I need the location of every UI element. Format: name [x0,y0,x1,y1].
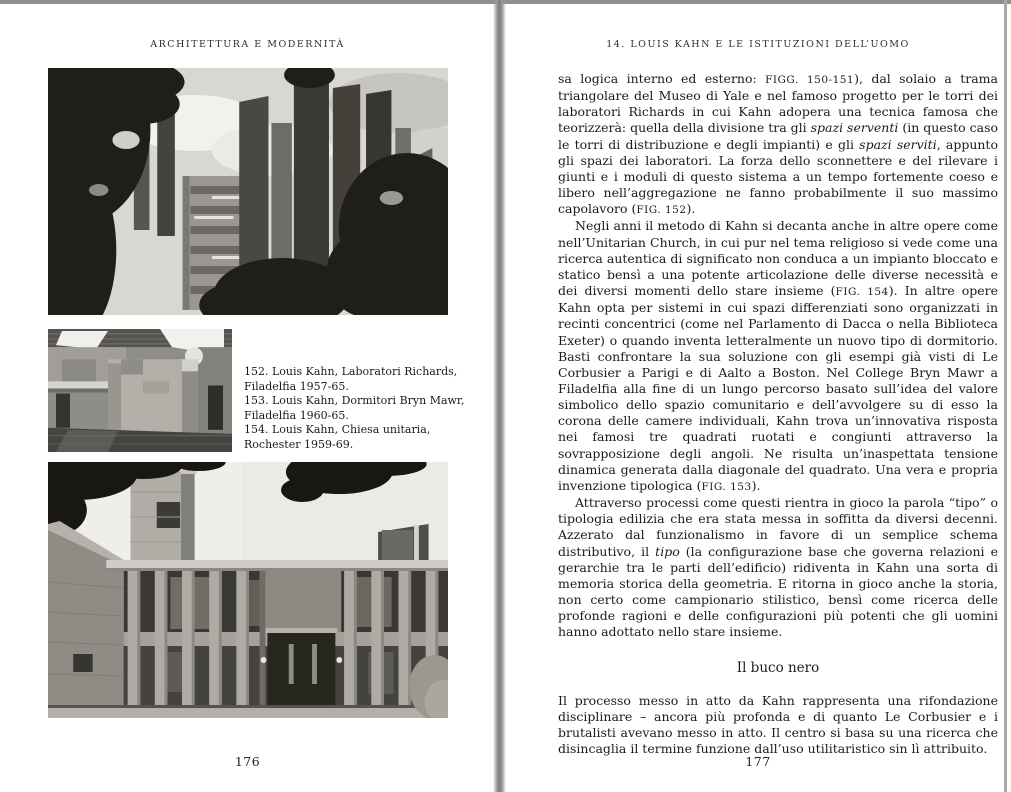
body-text [558,71,998,757]
scan-right-edge [1004,0,1007,792]
paragraph: sa logica interno ed esterno: FIGG. 150-151), dal solaio a trama triangolare del Museo di Yale e nel famoso progetto per le torri dei laboratori Richards in cui Kahn adopera una tecnica famosa che teorizzerà: quella della divisione tra gli spazi serventi (in questo caso le torri di distribuzione e degli impianti) e gli spazi serviti, appunto gli spazi dei laboratori. La forza dello sconnettere e del rilevare i giunti e i moduli di questo sistema a un tempo fortemente coeso e libero nell’aggregazione ne fanno probabilmente il suo massimo capolavoro (FIG. 152). [558,71,999,217]
figure-caption: 153. Louis Kahn, Dormitori Bryn Mawr, Filadelfia 1960-65. [244,394,465,422]
right-page-number: 177 [745,754,771,769]
paragraph: Il processo messo in atto da Kahn rappresenta una rifondazione disciplinare – ancora più profonda e di quanto Le Corbusier e i brutalisti avevano messo in atto. Il centro si basa su una ricerca che disincaglia il termine funzione dall’uso utilitaristico sin lì attribuito. [558,692,998,757]
bryn-mawr-interior-illustration [48,329,232,452]
photo-bryn-mawr-interior [48,329,232,452]
paragraph: Attraverso processi come questi rientra in gioco la parola “tipo” o tipologia edilizia che era stata messa in soffitta da diversi decenni. Azzerato dal funzionalismo in favore di un semplice schema distributivo, il tipo (la configurazione base che governa relazioni e gerarchie tra le parti dell’edificio) ridiventa in Kahn una sorta di memoria storica della geometria. E ritorna in gioco anche la storia, non certo come campionario stilistico, bensì come ricerca delle profonde ragioni e delle configurazioni più potenti che gli uomini hanno adottato nello stare insieme. [558,495,998,640]
section-heading: Il buco nero [736,660,820,677]
caption-block [244,365,480,453]
photo-richards-laboratories [48,68,448,315]
paragraph: Negli anni il metodo di Kahn si decanta anche in altre opere come nell’Unitarian Church, in cui pur nel tema religioso si vede come una ricerca autentica di significato non conduca a un impianto bloccato e statico bensì a una potente articolazione delle diverse necessità e dei diversi momenti dello stare insieme (FIG. 154). In altre opere Kahn opta per sistemi in cui spazi differenziati sono organizzati in recinti concentrici (come nel Parlamento di Dacca o nella Biblioteca Exeter) o quando inventa letteralmente un nuovo tipo di dormitorio. Basti confrontare la sua soluzione con gli esempi già visti di Le Corbusier a Parigi e di Aalto a Boston. Nel College Bryn Mawr a Filadelfia alla fine di un lungo percorso basato sull’idea del valore simbolico dello spazio comunitario e dell’avvolgere su di esso la corona delle camere individuali, Kahn trova un’innovativa risposta nei famosi tre quadrati ruotati e congiunti attraverso la sovrapposizione degli angoli. Ne risulta un’inaspettata tensione dinamica generata dalla diagonale del quadrato. Una vera e propria invenzione tipologica (FIG. 153). [558,218,998,493]
unitarian-church-illustration [48,462,448,718]
left-page [0,0,495,792]
richards-laboratories-illustration [48,68,448,315]
left-running-header: ARCHITETTURA E MODERNITÀ [150,39,345,50]
book-spine [493,0,506,792]
left-page-number: 176 [234,754,261,769]
figure-caption: 154. Louis Kahn, Chiesa unitaria, Rochester 1959-69. [244,423,431,451]
figure-caption: 152. Louis Kahn, Laboratori Richards, Filadelfia 1957-65. [244,365,458,393]
photo-unitarian-church [48,462,448,718]
right-page [505,0,1011,792]
right-running-header: 14. LOUIS KAHN E LE ISTITUZIONI DELL’UOMO [606,39,910,50]
